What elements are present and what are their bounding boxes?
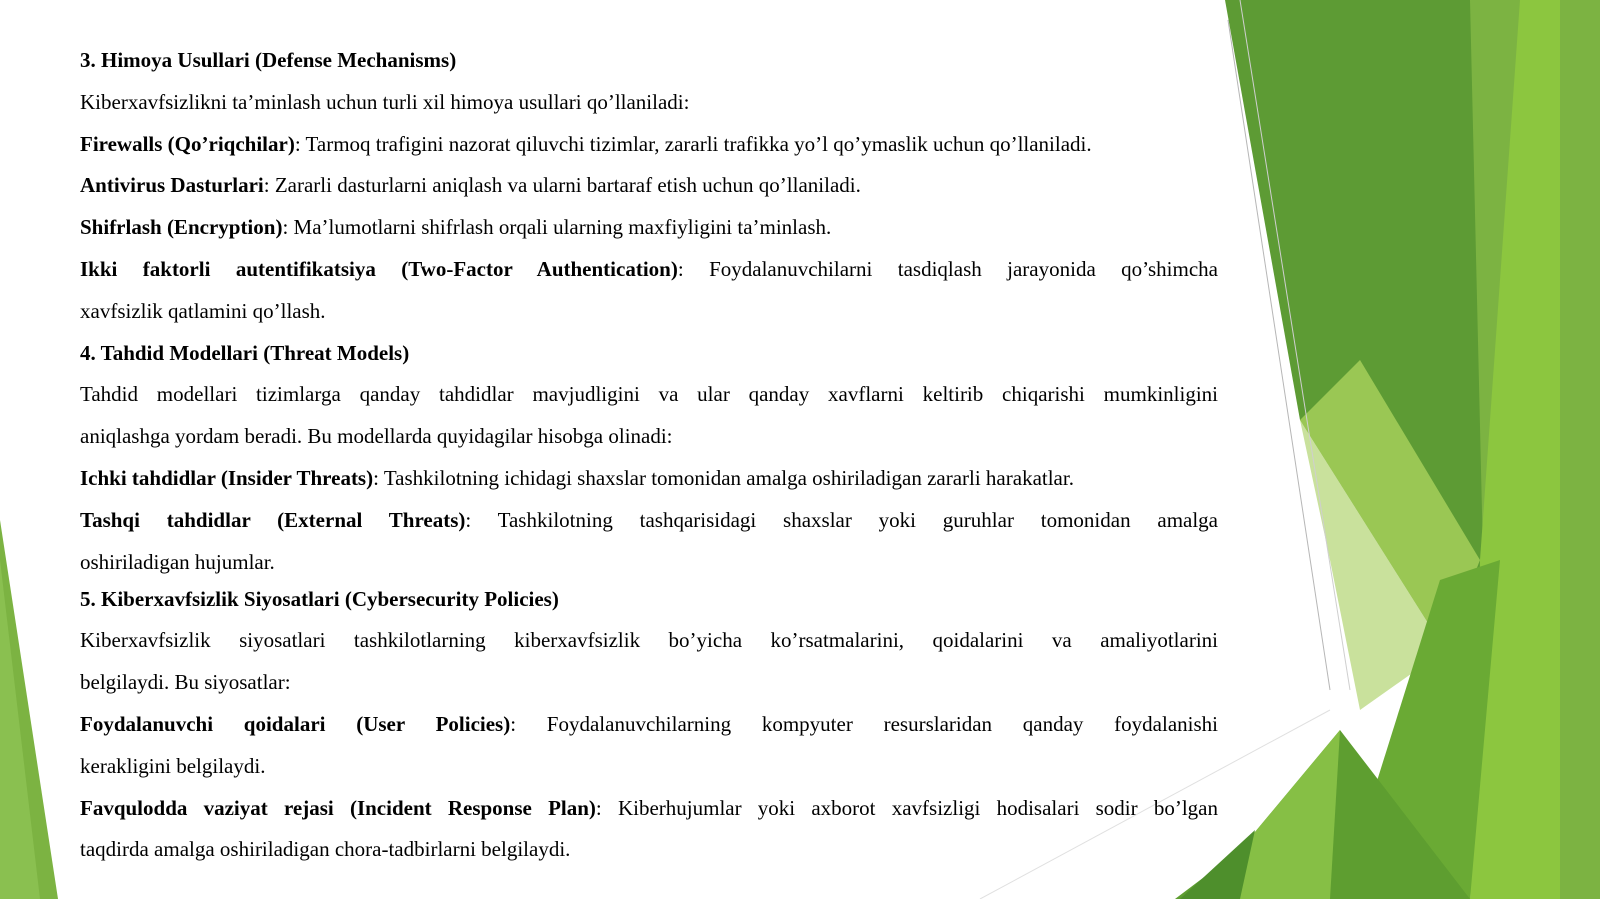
- slide-content: [80, 40, 1218, 871]
- term-user-policies: Foydalanuvchi qoidalari (User Policies): [80, 711, 511, 736]
- list-item-user-policies-continued: kerakligini belgilaydi.: [80, 753, 266, 778]
- list-item-incident-response: [80, 788, 1218, 830]
- term-insider-threats: Ichki tahdidlar (Insider Threats): [80, 465, 374, 490]
- list-item-external-threats-continued: oshiriladigan hujumlar.: [80, 549, 275, 574]
- term-antivirus: Antivirus Dasturlari: [80, 173, 264, 198]
- list-item-encryption: [80, 207, 1218, 249]
- term-firewalls: Firewalls (Qo’riqchilar): [80, 131, 295, 156]
- desc-incident-response: : Kiberhujumlar yoki axborot xavfsizligi hodisalari sodir bo’lgan: [595, 795, 1218, 820]
- desc-user-policies: : Foydalanuvchilarning kompyuter resurslaridan qanday foydalanishi: [510, 711, 1218, 736]
- list-item-insider-threats: [80, 458, 1218, 500]
- desc-external-threats: : Tashkilotning tashqarisidagi shaxslar yoki guruhlar tomonidan amalga: [465, 507, 1218, 532]
- term-encryption: Shifrlash (Encryption): [80, 215, 283, 240]
- section-4-intro-line-2: aniqlashga yordam beradi. Bu modellarda quyidagilar hisobga olinadi:: [80, 424, 673, 449]
- term-external-threats: Tashqi tahdidlar (External Threats): [80, 507, 466, 532]
- term-incident-response: Favqulodda vaziyat rejasi (Incident Response Plan): [80, 795, 596, 820]
- list-item-external-threats: [80, 500, 1218, 542]
- list-item-incident-response-continued: taqdirda amalga oshiriladigan chora-tadbirlarni belgilaydi.: [80, 837, 571, 862]
- section-4-heading: 4. Tahdid Modellari (Threat Models): [80, 340, 410, 365]
- list-item-firewalls: [80, 124, 1218, 166]
- list-item-2fa-continued: xavfsizlik qatlamini qo’llash.: [80, 298, 326, 323]
- list-item-antivirus: [80, 165, 1218, 207]
- term-2fa: Ikki faktorli autentifikatsiya (Two-Factor Authentication): [80, 256, 678, 281]
- list-item-user-policies: [80, 704, 1218, 746]
- section-5-intro-line-2: belgilaydi. Bu siyosatlar:: [80, 670, 291, 695]
- desc-encryption: : Ma’lumotlarni shifrlash orqali ularning maxfiyligini ta’minlash.: [282, 215, 832, 240]
- list-item-2fa: [80, 249, 1218, 291]
- section-3-intro: Kiberxavfsizlikni ta’minlash uchun turli xil himoya usullari qo’llaniladi:: [80, 89, 690, 114]
- section-5-heading: 5. Kiberxavfsizlik Siyosatlari (Cybersecurity Policies): [80, 586, 559, 611]
- desc-antivirus: : Zararli dasturlarni aniqlash va ularni bartaraf etish uchun qo’llaniladi.: [263, 173, 861, 198]
- desc-insider-threats: : Tashkilotning ichidagi shaxslar tomonidan amalga oshiriladigan zararli harakatlar.: [373, 465, 1074, 490]
- desc-2fa: : Foydalanuvchilarni tasdiqlash jarayonida qo’shimcha: [677, 256, 1218, 281]
- section-5-intro-line-1: Kiberxavfsizlik siyosatlari tashkilotlarning kiberxavfsizlik bo’yicha ko’rsatmalarini, qoidalarini va amaliyotlarini: [80, 628, 1218, 653]
- desc-firewalls: : Tarmoq trafigini nazorat qiluvchi tizimlar, zararli trafikka yo’l qo’ymaslik uchun qo’llaniladi.: [294, 131, 1092, 156]
- section-4-intro-line-1: Tahdid modellari tizimlarga qanday tahdidlar mavjudligini va ular qanday xavflarni keltirib chiqarishi mumkinligini: [80, 382, 1218, 407]
- section-3-heading: 3. Himoya Usullari (Defense Mechanisms): [80, 48, 457, 72]
